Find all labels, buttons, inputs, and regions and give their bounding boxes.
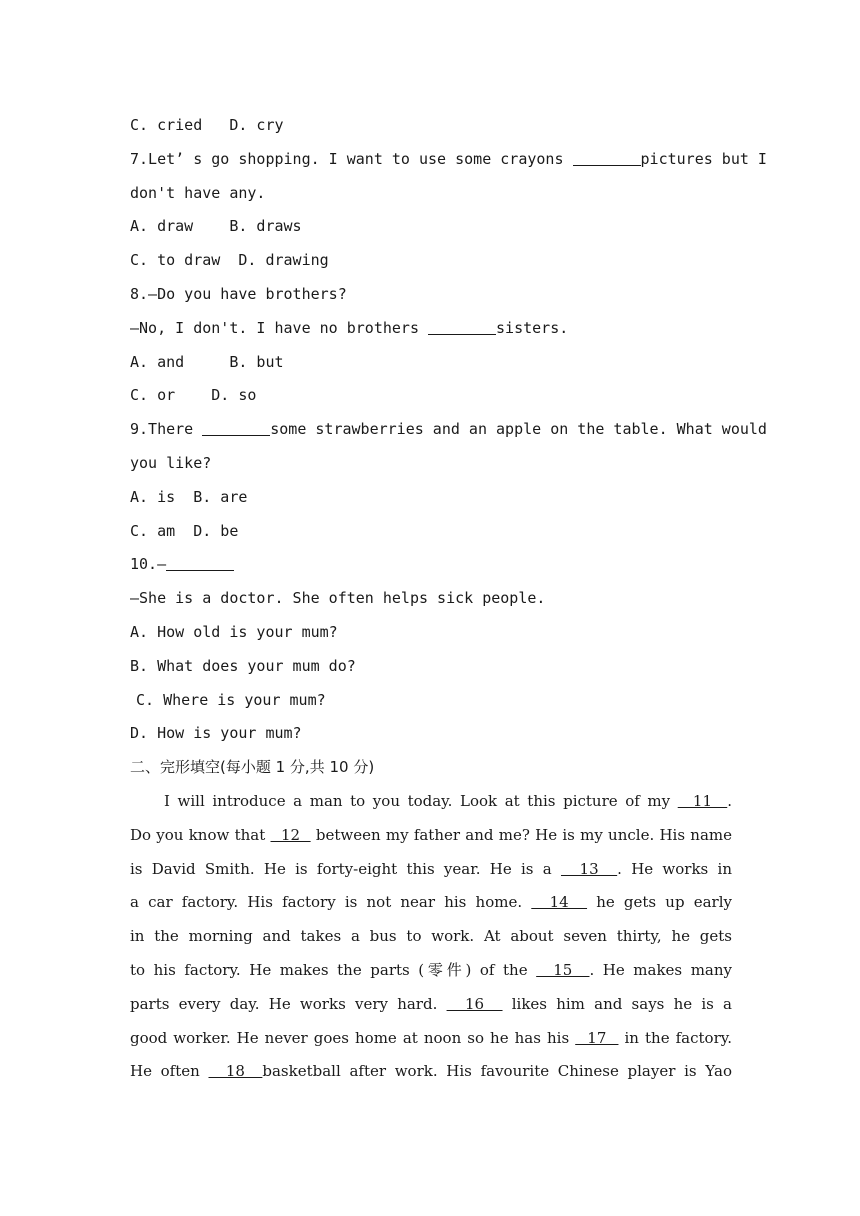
q7-options-ab: A. draw B. draws [130,217,302,236]
passage-text: is David Smith. He is forty-eight this year. He is a [130,859,561,878]
passage-line [130,1055,732,1089]
q10-stem [130,548,732,582]
q10-stem-pre: 10.— [130,555,167,574]
blank-number: 17 [575,1028,619,1047]
q7-stem-pre: 7.Let’ s go shopping. I want to use some crayons [130,149,573,168]
blank-number: 15 [536,960,590,979]
q8-reply-post: sisters. [496,318,569,337]
passage-text: basketball after work. His favourite Chinese player is Yao [262,1062,732,1081]
q10-blank [166,554,234,571]
passage-text: likes him and says he is a [502,994,732,1013]
passage-line [130,988,732,1022]
passage-line [130,886,732,920]
blank-number: 13 [560,859,618,878]
q7-blank [573,149,641,166]
q8-options-ab: A. and B. but [130,352,284,371]
passage-text: I will introduce a man to you today. Look at this picture of my [164,791,678,810]
q8-options-cd: C. or D. so [130,386,257,405]
passage-text: to his factory. He makes the parts (零件) of the [130,960,537,979]
passage-line [130,785,732,819]
blank-number: 16 [446,994,503,1013]
q8-reply-pre: —No, I don't. I have no brothers [130,318,429,337]
passage-line [130,819,732,853]
q7-stem-cont: don't have any. [130,183,266,202]
passage-text: . [727,791,732,810]
q9-blank [202,419,270,436]
q9-options-ab: A. is B. are [130,487,248,506]
q9-stem [130,413,767,447]
passage-text: parts every day. He works very hard. [130,994,447,1013]
q6-options-cd: C. cried D. cry [130,116,284,134]
passage-text: Do you know that [130,825,271,844]
passage-text: he gets up early [587,893,732,912]
blank-number: 12 [270,825,311,844]
passage-text: He often [130,1062,209,1081]
blank-number: 18 [208,1062,263,1081]
passage-line [130,920,732,954]
section-heading: 二、完形填空(每小题 1 分,共 10 分) [130,758,375,777]
q10-option-c: C. Where is your mum? [136,690,326,709]
q7-options-cd: C. to draw D. drawing [130,251,329,270]
passage-text: between my father and me? He is my uncle. His name [310,825,732,844]
q8-blank [428,318,496,335]
q7-stem-post: pictures but I [640,149,767,168]
passage-text: a car factory. His factory is not near his home. [130,893,532,912]
q8-reply [130,312,732,346]
passage-text: . He works in [617,859,732,878]
blank-number: 14 [531,893,588,912]
q9-stem-cont: you like? [130,453,212,472]
passage-text: . He makes many [589,960,732,979]
q10-option-d: D. How is your mum? [130,724,302,743]
q9-stem-post: some strawberries and an apple on the table. What would [270,420,767,439]
q9-options-cd: C. am D. be [130,521,239,540]
passage-text: good worker. He never goes home at noon so he has his [130,1028,576,1047]
q10-option-b: B. What does your mum do? [130,656,356,675]
passage-line [130,1022,732,1056]
q9-stem-pre: 9.There [130,420,203,439]
passage-text: in the factory. [618,1028,732,1047]
passage-line [130,954,732,988]
q8-stem: 8.—Do you have brothers? [130,284,347,303]
passage-text: in the morning and takes a bus to work. At about seven thirty, he gets [130,927,732,946]
q10-option-a: A. How old is your mum? [130,622,338,641]
passage-line [130,853,732,887]
blank-number: 11 [677,791,728,810]
q10-reply: —She is a doctor. She often helps sick people. [130,589,546,608]
exam-content [130,109,767,1089]
q7-stem [130,143,767,177]
